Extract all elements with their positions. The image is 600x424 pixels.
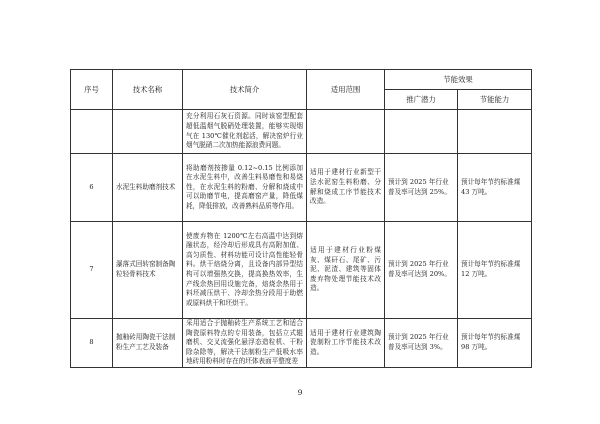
row-name: 瀑落式回转窑制备陶粒轻骨料技术 xyxy=(113,222,183,319)
row-name: 水泥生料助磨剂技术 xyxy=(113,154,183,222)
continued-name-cell xyxy=(113,110,183,154)
row-capacity: 预计每年节约标准煤 12 万吨。 xyxy=(458,222,532,319)
row-no: 6 xyxy=(71,154,113,222)
row-name: 抛釉砖用陶瓷干法制粉生产工艺及装备 xyxy=(113,319,183,368)
row-potential: 预计到 2025 年行业普及率可达到 20%。 xyxy=(385,222,458,319)
table-row xyxy=(71,154,532,222)
row-potential: 预计到 2025 年行业普及率可达到 25%。 xyxy=(385,154,458,222)
row-capacity: 预计每年节约标准煤 43 万吨。 xyxy=(458,154,532,222)
continued-potential-cell xyxy=(385,110,458,154)
header-intro: 技术简介 xyxy=(183,70,307,110)
row-intro: 使废弃物在 1200℃左右高温中达到熔融状态，经冷却后形成具有高附加值、高匀质性、材料功能可设计高性能轻骨料。烘干焙烧分离，且设备内部异型结构可以增强热交换，提高换热效率，生产线余热回用设施完备，焙烧余热用于料坯减压烘干、冷却余热分段用于助燃或原料烘干和坯烘干。 xyxy=(183,222,307,319)
continued-intro-cell: 充分利用石灰石资源。同时该窑型配套超低温烟气脱硝处理装置，能够实现烟气在 130℃催化剂起活，解决窑炉行业烟气脱硝二次加热能源浪费问题。 xyxy=(183,110,307,154)
header-scope: 适用范围 xyxy=(307,70,385,110)
row-capacity: 预计每年节约标准煤 98 万吨。 xyxy=(458,319,532,368)
header-effect: 节能效果 xyxy=(385,70,532,90)
continued-scope-cell xyxy=(307,110,385,154)
table-row xyxy=(71,222,532,319)
header-potential: 推广潜力 xyxy=(385,90,458,110)
row-intro: 采用适合于抛釉砖生产系统工艺和适合陶瓷原料特点的专用装备，包括立式辊磨机、交叉流强化悬浮态造粒机、干粉除杂除等，解决干法制粉生产低吸水率地砖用粉料时存在的坯体表面平整度差 xyxy=(183,319,307,368)
row-intro: 将助磨剂按掺量 0.12~0.15 比例添加在水泥生料中，改善生料易磨性和易烧性，在水泥生料的粉磨、分解和烧成中可以助磨节电，提高磨窑产量，降低煤耗，降低排放，改善熟料品质等作用。 xyxy=(183,154,307,222)
header-name: 技术名称 xyxy=(113,70,183,110)
table-row-continued xyxy=(71,110,532,154)
row-scope: 适用于建材行业建筑陶瓷制粉工序节能技术改造。 xyxy=(307,319,385,368)
continued-capacity-cell xyxy=(458,110,532,154)
header-no: 序号 xyxy=(71,70,113,110)
continued-no-cell xyxy=(71,110,113,154)
row-scope: 适用于建材行业新型干法水泥窑生料粉磨、分解和烧成工序节能技术改造。 xyxy=(307,154,385,222)
row-no: 7 xyxy=(71,222,113,319)
page-number: 9 xyxy=(297,388,303,397)
row-potential: 预计到 2025 年行业普及率可达到 3%。 xyxy=(385,319,458,368)
row-scope: 适用于建材行业粉煤灰、煤矸石、尾矿、污泥、泥渣、建筑等固体废弃物处理节能技术改造。 xyxy=(307,222,385,319)
row-no: 8 xyxy=(71,319,113,368)
energy-tech-table xyxy=(70,69,532,368)
table-row xyxy=(71,319,532,368)
header-capacity: 节能能力 xyxy=(458,90,532,110)
